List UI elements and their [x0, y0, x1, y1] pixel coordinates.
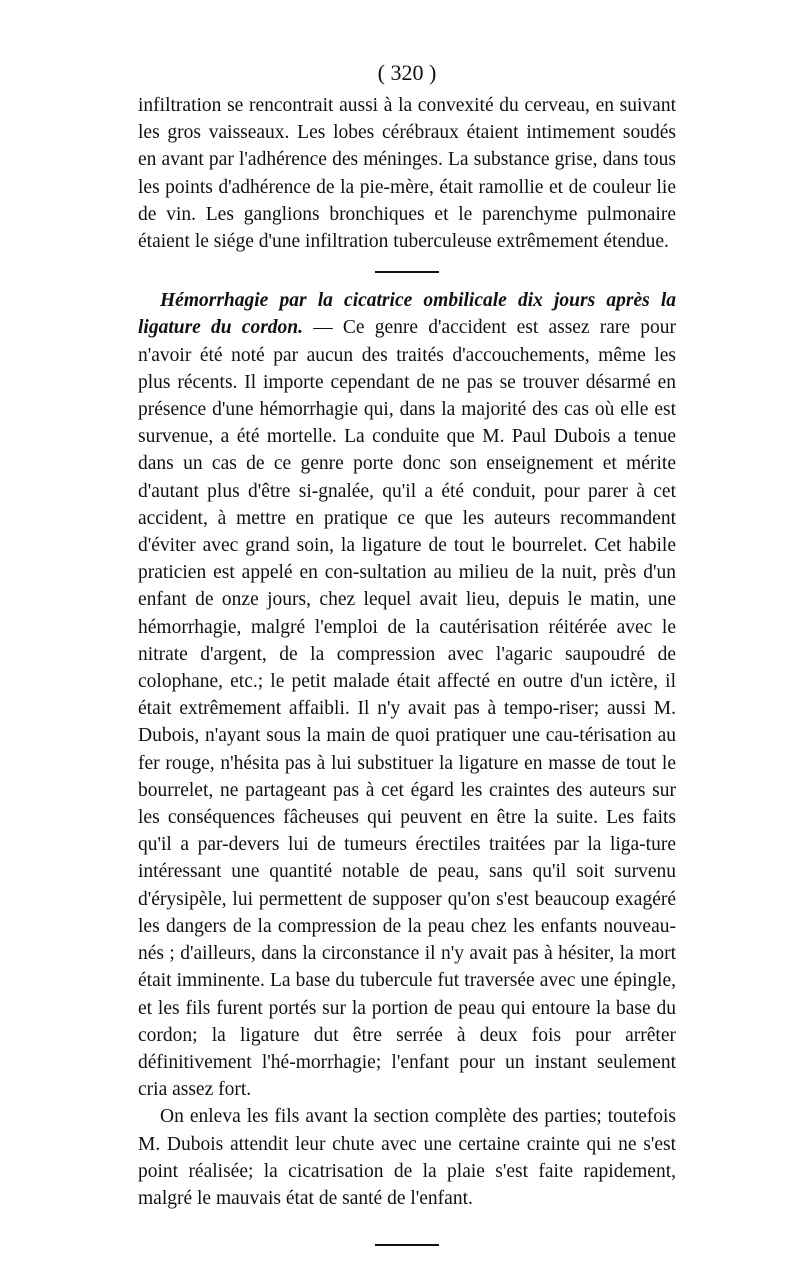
- paragraph-conclusion: On enleva les fils avant la section complète des parties; toutefois M. Dubois attendit leur chute avec une certaine crainte qui ne s'est point réalisée; la cicatrisation de la plaie s'est faite rapidement, malgré le mauvais état de santé de l'enfant.: [138, 1106, 676, 1209]
- page-number: ( 320 ): [377, 60, 437, 85]
- section-heading: Hémorrhagie par la cicatrice ombilicale dix jours après la ligature du cordon.: [138, 290, 676, 339]
- paragraph-case-body: — Ce genre d'accident est assez rare pour n'avoir été noté par aucun des traités d'accouchements, même les plus récents. Il importe cependant de ne pas se trouver désarmé en présence d'une hémorrhagie qui, dans la majorité des cas où elle est survenue, a été mortelle. La conduite que M. Paul Dubois a tenue dans un cas de ce genre porte donc son enseignement et mérite d'autant plus d'être si-gnalée, qu'il a été conduit, pour parer à cet accident, à mettre en pratique ce que les auteurs recommandent d'éviter avec grand soin, la ligature de tout le bourrelet. Cet habile praticien est appelé en con-sultation au milieu de la nuit, près d'un enfant de onze jours, chez lequel avait lieu, depuis le matin, une hémorrhagie, malgré l'emploi de la cautérisation réitérée avec le nitrate d'argent, de la compression avec l'agaric saupoudré de colophane, etc.; le petit malade était affecté en outre d'un ictère, il était extrêmement affaibli. Il n'y avait pas à tempo-riser; aussi M. Dubois, n'ayant sous la main de quoi pratiquer une cau-térisation au fer rouge, n'hésita pas à lui substituer la ligature en masse de tout le bourrelet, ne partageant pas à cet égard les craintes des auteurs sur les conséquences fâcheuses qui peuvent en être la suite. Les faits qu'il a par-devers lui de tumeurs érectiles traitées par la liga-ture intéressant une quantité notable de peau, sans qu'il soit survenu d'érysipèle, lui permettent de supposer qu'on s'est beaucoup exagéré les dangers de la compression de la peau chez les enfants nouveau-nés ; d'ailleurs, dans la circonstance il n'y avait pas à hésiter, la mort était imminente. La base du tubercule fut traversée avec une épingle, et les fils furent portés sur la portion de peau qui entoure la base du cordon; la ligature dut être serrée à deux fois pour arrêter définitivement l'hé-morrhagie; l'enfant pour un instant seulement cria assez fort.: [138, 317, 676, 1101]
- document-page: [138, 58, 676, 1246]
- section-divider: [375, 271, 439, 273]
- paragraph-case-report: [138, 287, 676, 1103]
- end-divider: [375, 1244, 439, 1246]
- paragraph-continuation: infiltration se rencontrait aussi à la convexité du cerveau, en suivant les gros vaisseaux. Les lobes cérébraux étaient intimement soudés en avant par l'adhérence des méninges. La substance grise, dans tous les points d'adhérence de la pie-mère, était ramollie et de couleur lie de vin. Les ganglions bronchiques et le parenchyme pulmonaire étaient le siége d'une infiltration tuberculeuse extrêmement étendue.: [138, 95, 676, 253]
